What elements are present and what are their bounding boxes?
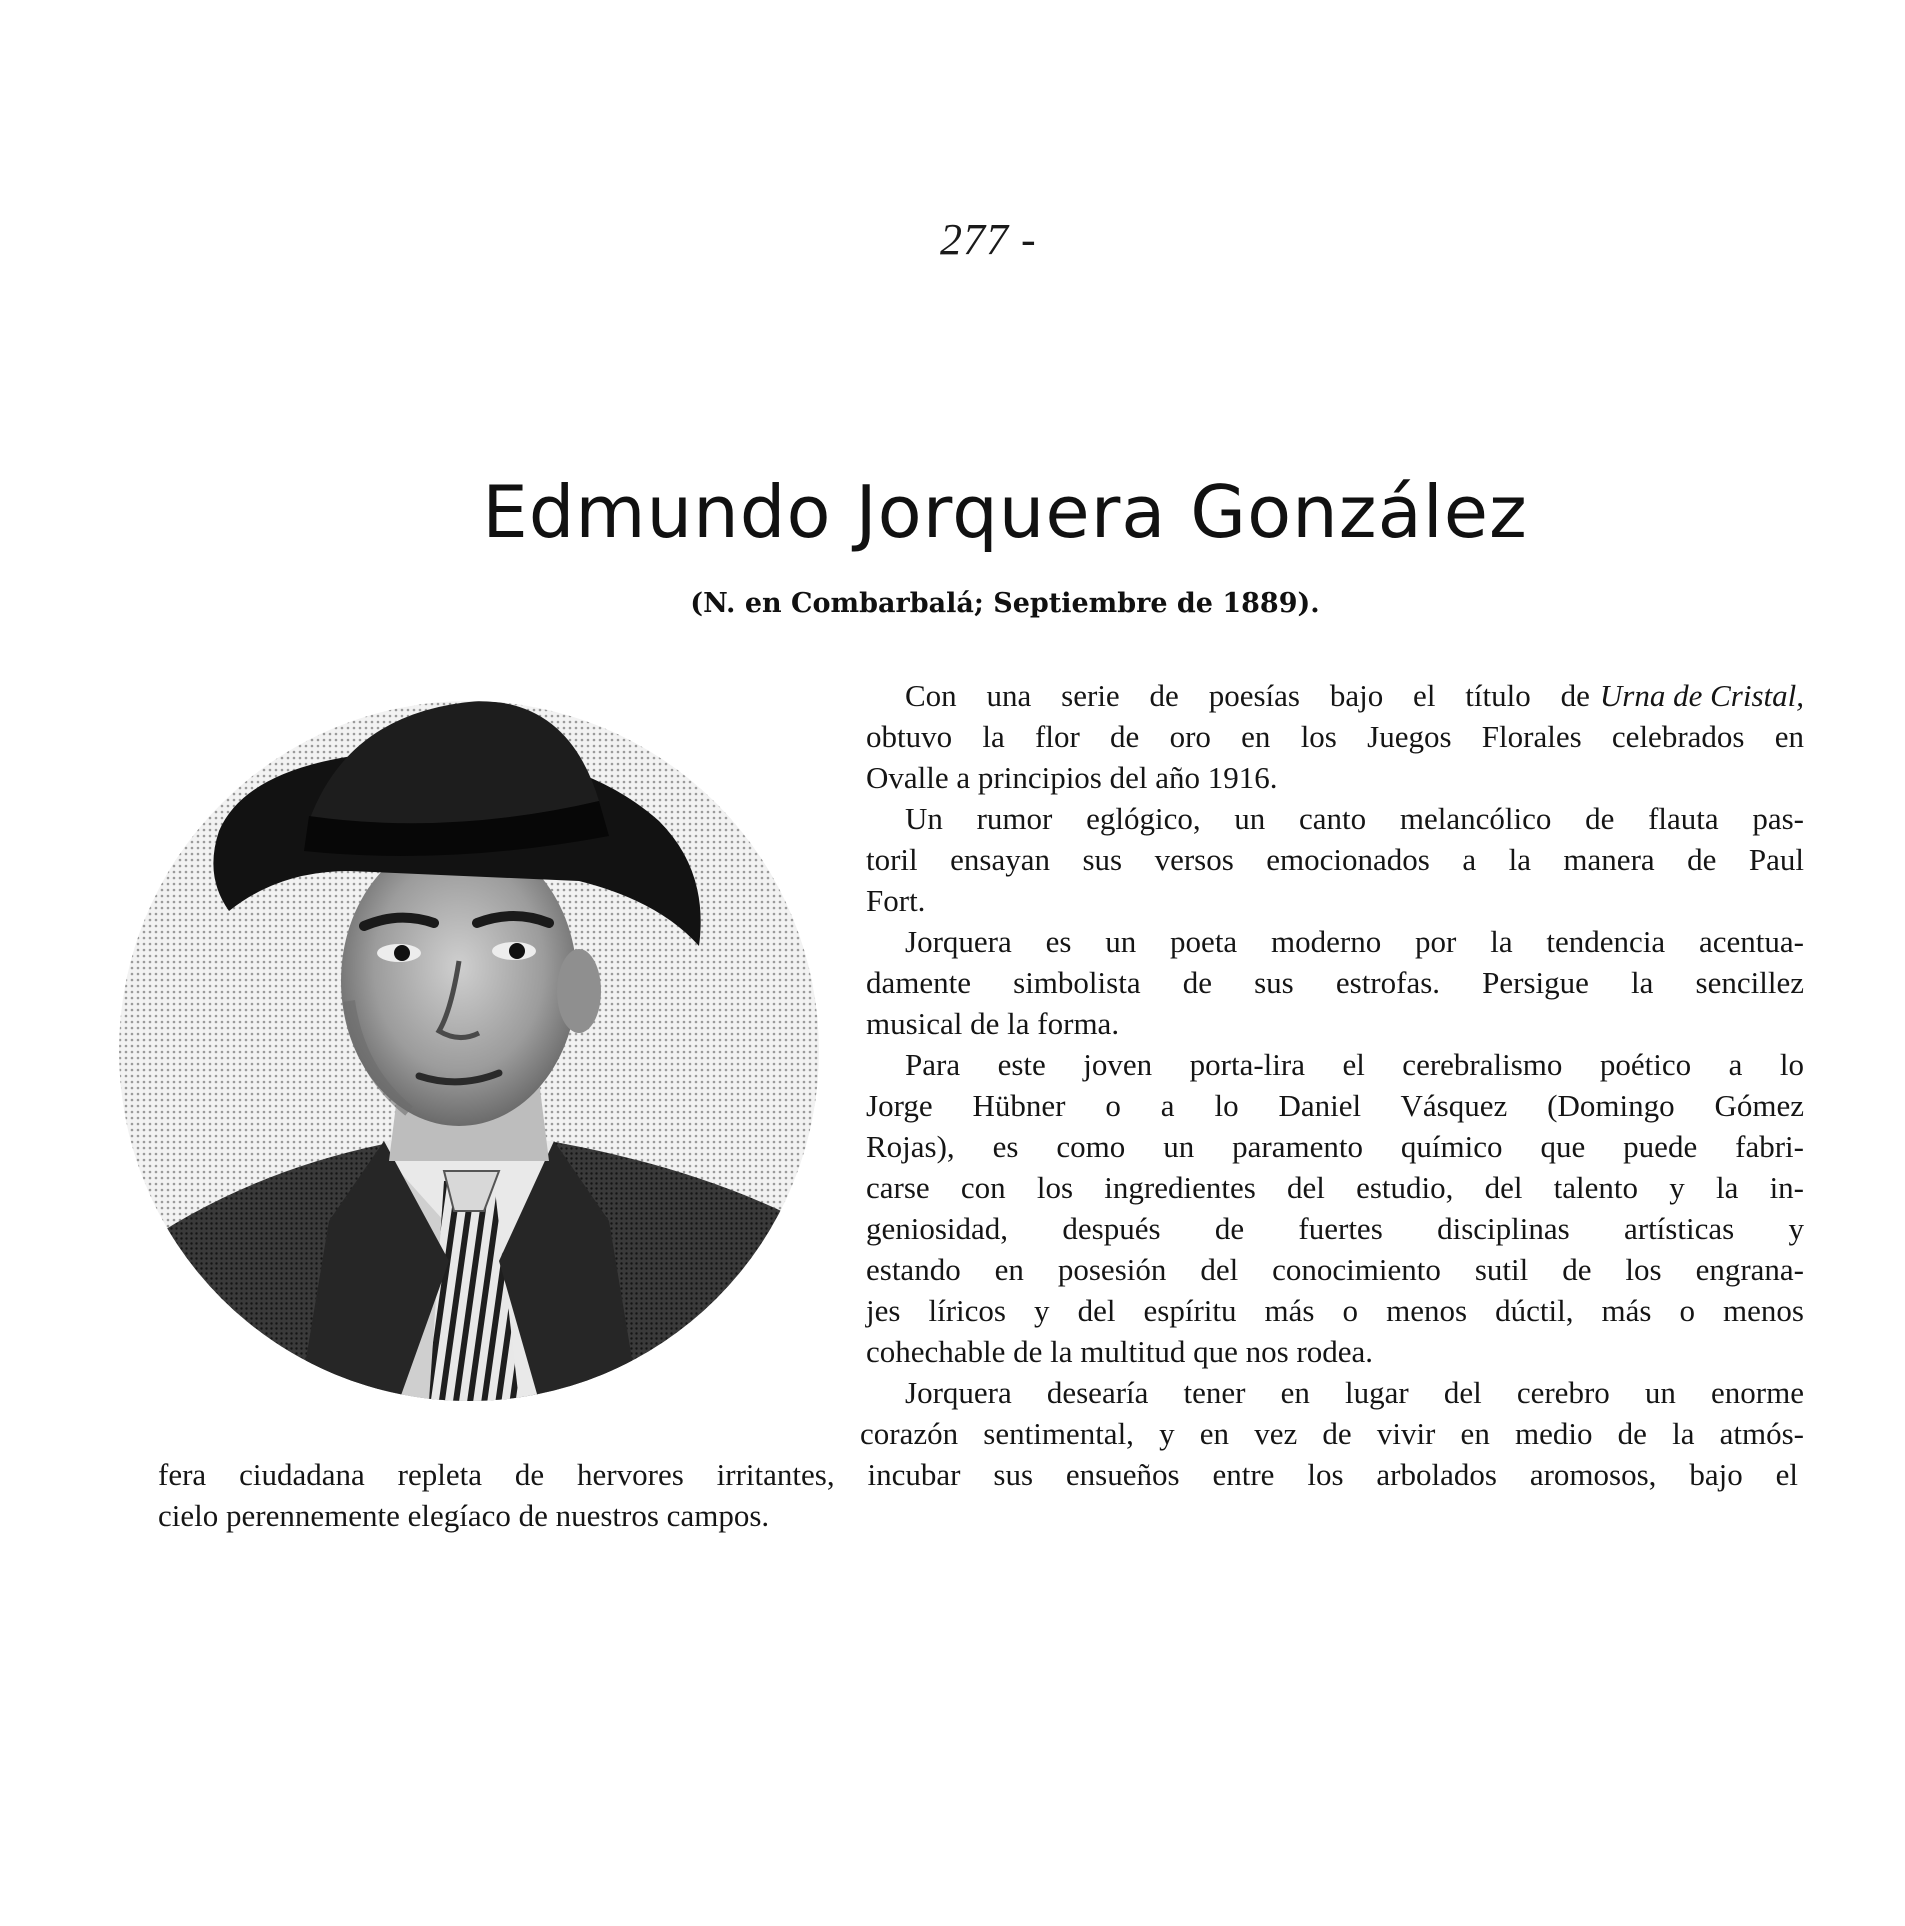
portrait-photo-icon xyxy=(99,701,839,1401)
text-line: damente simbolista de sus estrofas. Persigue la sencillez xyxy=(866,965,1804,1000)
text-line: estando en posesión del conocimiento sutil de los engrana- xyxy=(866,1252,1804,1287)
text-line: cielo perennemente elegíaco de nuestros campos. xyxy=(158,1498,770,1533)
text-line: Ovalle a principios del año 1916. xyxy=(866,760,1278,795)
text-line: corazón sentimental, y en vez de vivir en medio de la atmós- xyxy=(860,1416,1804,1451)
text-line: Jorge Hübner o a lo Daniel Vásquez (Domingo Gómez xyxy=(866,1088,1804,1123)
book-title-italic: Urna de Cristal, xyxy=(1599,678,1804,713)
birth-info-subtitle: (N. en Combarbalá; Septiembre de 1889). xyxy=(690,588,1320,619)
text-line: Fort. xyxy=(866,883,926,918)
text-line: cohechable de la multitud que nos rodea. xyxy=(866,1334,1374,1369)
text-line: jes líricos y del espíritu más o menos dúctil, más o menos xyxy=(866,1293,1804,1328)
text-line: toril ensayan sus versos emocionados a la manera de Paul xyxy=(866,842,1804,877)
text-line: fera ciudadana repleta de hervores irritantes, incubar sus ensueños entre los arbolados aromosos, bajo el xyxy=(158,1457,1798,1492)
text-line: geniosidad, después de fuertes disciplinas artísticas y xyxy=(866,1211,1804,1246)
text-line: Un rumor eglógico, un canto melancólico de flauta pas- xyxy=(905,801,1804,836)
text-line: Jorquera es un poeta moderno por la tendencia acentua- xyxy=(905,924,1804,959)
text-line xyxy=(905,675,1804,716)
text-line: obtuvo la flor de oro en los Juegos Florales celebrados en xyxy=(866,719,1804,754)
page-title: Edmundo Jorquera González xyxy=(482,470,1528,554)
text-line: Rojas), es como un paramento químico que puede fabri- xyxy=(866,1129,1804,1164)
text-line: carse con los ingredientes del estudio, del talento y la in- xyxy=(866,1170,1804,1205)
text-line: Jorquera desearía tener en lugar del cerebro un enorme xyxy=(905,1375,1804,1410)
text-fragment: Con una serie de poesías bajo el título de xyxy=(905,678,1590,713)
text-line: Para este joven porta-lira el cerebralismo poético a lo xyxy=(905,1047,1804,1082)
page-number: 277 - xyxy=(940,215,1037,264)
text-line: musical de la forma. xyxy=(866,1006,1120,1041)
